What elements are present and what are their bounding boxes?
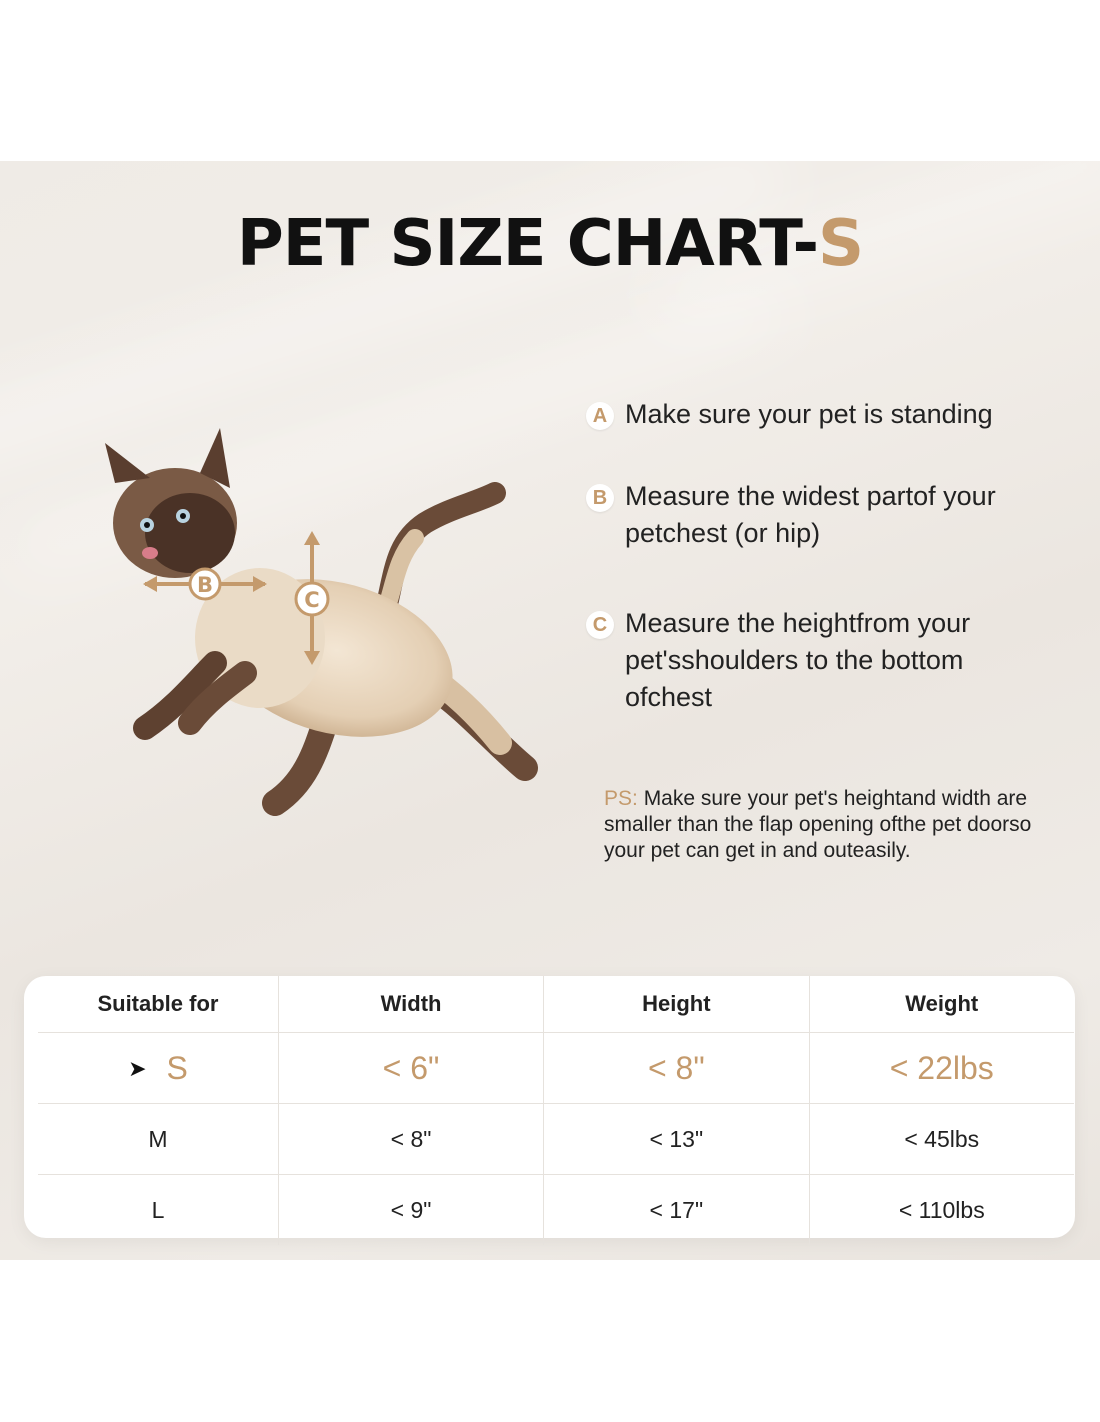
size-label: S (166, 1049, 188, 1086)
note-body: Make sure your pet's heightand width are smaller than the flap opening ofthe pet doorso your pet can get in and outeasily. (604, 787, 1032, 862)
table-row-m (38, 1104, 1074, 1175)
size-cell: L (151, 1196, 165, 1223)
size-table (38, 976, 1074, 1245)
height-cell: < 13" (544, 1104, 809, 1175)
width-cell: < 9" (278, 1175, 543, 1246)
instruction-step-b (586, 478, 1056, 552)
marker-b-label: B (196, 573, 214, 597)
marker-c-label: C (304, 588, 320, 612)
step-badge-a: A (586, 402, 614, 430)
instruction-step-c (586, 605, 1056, 716)
height-cell: < 17" (544, 1175, 809, 1246)
step-text-b: Measure the widest partof your petchest (or hip) (625, 481, 996, 548)
weight-cell: < 45lbs (809, 1104, 1074, 1175)
page-title (0, 207, 1100, 281)
weight-cell: < 110lbs (809, 1175, 1074, 1246)
instruction-step-a (586, 396, 1056, 433)
table-row-s (38, 1033, 1074, 1104)
size-table-card (24, 976, 1075, 1238)
size-chart-panel (0, 161, 1100, 1260)
note-text (604, 786, 1044, 864)
height-cell: < 8" (544, 1033, 809, 1104)
title-main: PET SIZE CHART- (236, 207, 819, 281)
header-width: Width (278, 976, 543, 1033)
step-text-a: Make sure your pet is standing (625, 399, 993, 429)
table-header-row (38, 976, 1074, 1033)
title-accent: S (818, 207, 864, 281)
header-weight: Weight (809, 976, 1074, 1033)
selected-pointer-icon: ➤ (128, 1055, 147, 1081)
step-badge-c: C (586, 611, 614, 639)
width-cell: < 6" (278, 1033, 543, 1104)
header-height: Height (544, 976, 809, 1033)
step-text-c: Measure the heightfrom your pet'sshoulders to the bottom ofchest (625, 608, 971, 712)
table-row-l (38, 1175, 1074, 1246)
cat-illustration (95, 423, 555, 823)
note-label: PS: (604, 787, 638, 810)
width-cell: < 8" (278, 1104, 543, 1175)
size-cell: M (38, 1104, 278, 1175)
size-cell (38, 1033, 278, 1104)
step-badge-b: B (586, 484, 614, 512)
weight-cell: < 22lbs (809, 1033, 1074, 1104)
header-suitable-for: Suitable for (38, 976, 278, 1033)
